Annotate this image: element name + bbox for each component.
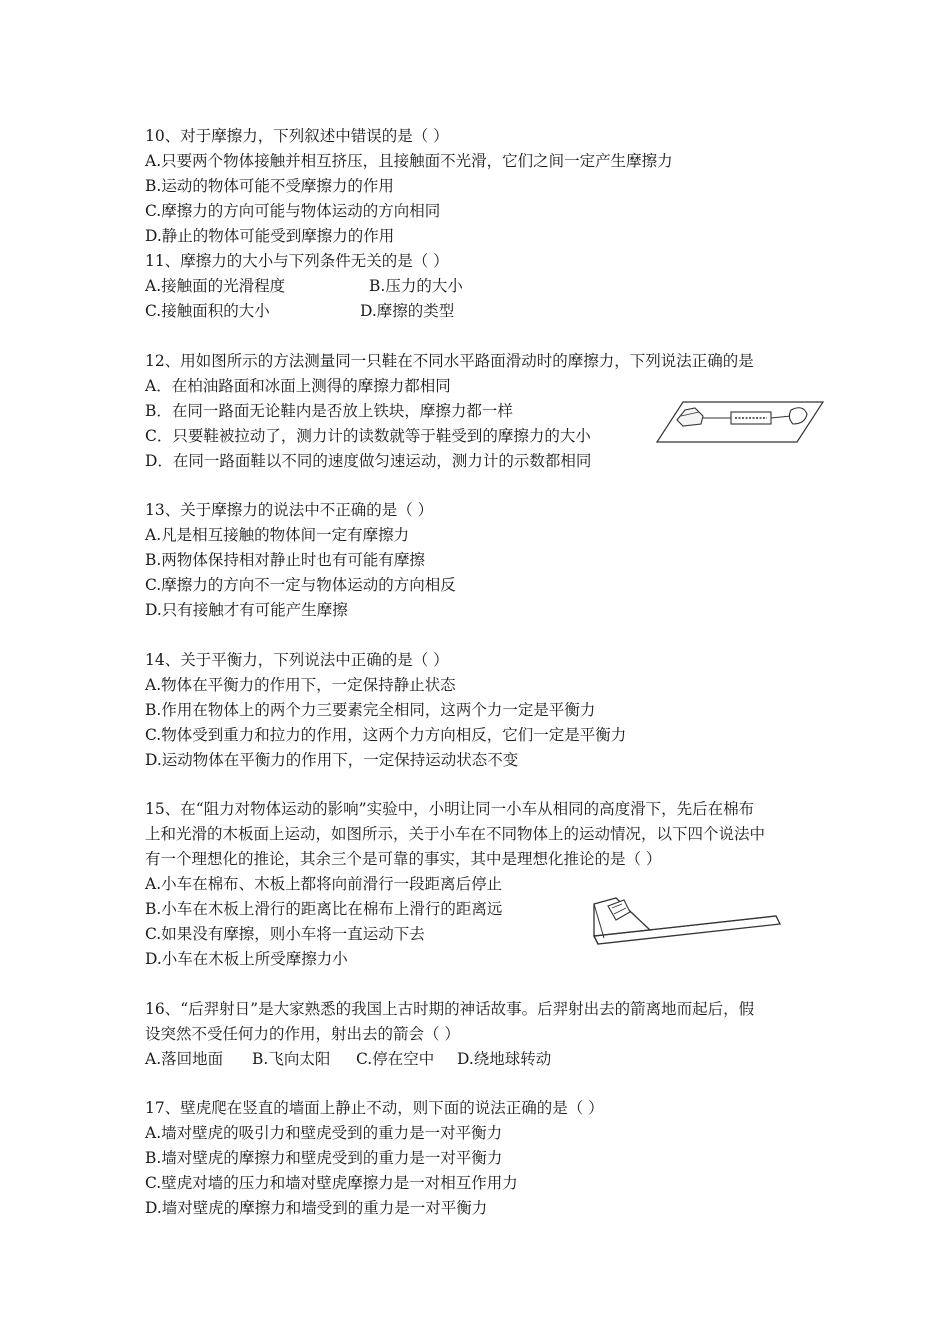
q16-option-a: A.落回地面 bbox=[145, 1050, 224, 1068]
q14-option-c: C.物体受到重力和拉力的作用，这两个力方向相反，它们一定是平衡力 bbox=[145, 726, 627, 744]
q16-option-d: D.绕地球转动 bbox=[457, 1050, 552, 1068]
q15-option-c: C.如果没有摩擦，则小车将一直运动下去 bbox=[145, 925, 425, 943]
q10-option-b: B.运动的物体可能不受摩擦力的作用 bbox=[145, 177, 394, 195]
q16-stem-line-1: 16、“后羿射日”是大家熟悉的我国上古时期的神话故事。后羿射出去的箭离地而起后，假 bbox=[145, 1000, 755, 1018]
q16-stem-line-2: 设突然不受任何力的作用，射出去的箭会（ ） bbox=[145, 1025, 460, 1043]
q11-option-d: D.摩擦的类型 bbox=[360, 302, 455, 320]
q12-option-d: D．在同一路面鞋以不同的速度做匀速运动，测力计的示数都相同 bbox=[145, 452, 592, 470]
shoe-friction-figure bbox=[655, 396, 825, 446]
q14-option-a: A.物体在平衡力的作用下，一定保持静止状态 bbox=[145, 676, 456, 694]
q15-stem-line-2: 上和光滑的木板面上运动，如图所示，关于小车在不同物体上的运动情况，以下四个说法中 bbox=[145, 825, 766, 843]
q17-option-b: B.墙对壁虎的摩擦力和壁虎受到的重力是一对平衡力 bbox=[145, 1149, 503, 1167]
q10-stem: 10、对于摩擦力，下列叙述中错误的是（ ） bbox=[145, 127, 449, 145]
q14-option-b: B.作用在物体上的两个力三要素完全相同，这两个力一定是平衡力 bbox=[145, 701, 596, 719]
q13-option-a: A.凡是相互接触的物体间一定有摩擦力 bbox=[145, 526, 410, 544]
q15-option-a: A.小车在棉布、木板上都将向前滑行一段距离后停止 bbox=[145, 875, 503, 893]
q12-option-c: C．只要鞋被拉动了，测力计的读数就等于鞋受到的摩擦力的大小 bbox=[145, 427, 591, 445]
q17-stem: 17、壁虎爬在竖直的墙面上静止不动，则下面的说法正确的是（ ） bbox=[145, 1099, 604, 1117]
cart-ramp-figure bbox=[590, 890, 790, 948]
q10-option-c: C.摩擦力的方向可能与物体运动的方向相同 bbox=[145, 202, 441, 220]
q14-stem: 14、关于平衡力，下列说法中正确的是（ ） bbox=[145, 651, 449, 669]
q17-option-a: A.墙对壁虎的吸引力和壁虎受到的重力是一对平衡力 bbox=[145, 1124, 503, 1142]
q15-stem-line-3: 有一个理想化的推论，其余三个是可靠的事实，其中是理想化推论的是（ ） bbox=[145, 850, 662, 868]
q11-option-b: B.压力的大小 bbox=[369, 277, 463, 295]
q15-option-b: B.小车在木板上滑行的距离比在棉布上滑行的距离远 bbox=[145, 900, 503, 918]
q12-stem: 12、用如图所示的方法测量同一只鞋在不同水平路面滑动时的摩擦力，下列说法正确的是 bbox=[145, 352, 754, 370]
q17-option-d: D.墙对壁虎的摩擦力和墙受到的重力是一对平衡力 bbox=[145, 1199, 488, 1217]
q16-option-c: C.停在空中 bbox=[356, 1050, 435, 1068]
q13-stem: 13、关于摩擦力的说法中不正确的是（ ） bbox=[145, 501, 434, 519]
q13-option-b: B.两物体保持相对静止时也有可能有摩擦 bbox=[145, 551, 425, 569]
q13-option-c: C.摩擦力的方向不一定与物体运动的方向相反 bbox=[145, 576, 456, 594]
q12-option-b: B．在同一路面无论鞋内是否放上铁块，摩擦力都一样 bbox=[145, 402, 513, 420]
q13-option-d: D.只有接触才有可能产生摩擦 bbox=[145, 601, 348, 619]
q15-stem-line-1: 15、在“阻力对物体运动的影响”实验中，小明让同一小车从相同的高度滑下，先后在棉布 bbox=[145, 800, 755, 818]
q12-option-a: A．在柏油路面和冰面上测得的摩擦力都相同 bbox=[145, 377, 451, 395]
q10-option-a: A.只要两个物体接触并相互挤压，且接触面不光滑，它们之间一定产生摩擦力 bbox=[145, 152, 673, 170]
q11-option-a: A.接触面的光滑程度 bbox=[145, 277, 286, 295]
q15-option-d: D.小车在木板上所受摩擦力小 bbox=[145, 950, 348, 968]
q14-option-d: D.运动物体在平衡力的作用下，一定保持运动状态不变 bbox=[145, 751, 519, 769]
q11-stem: 11、摩擦力的大小与下列条件无关的是（ ） bbox=[145, 252, 449, 270]
q11-option-c: C.接触面积的大小 bbox=[145, 302, 270, 320]
q17-option-c: C.壁虎对墙的压力和墙对壁虎摩擦力是一对相互作用力 bbox=[145, 1174, 518, 1192]
q10-option-d: D.静止的物体可能受到摩擦力的作用 bbox=[145, 227, 395, 245]
q16-option-b: B.飞向太阳 bbox=[252, 1050, 331, 1068]
